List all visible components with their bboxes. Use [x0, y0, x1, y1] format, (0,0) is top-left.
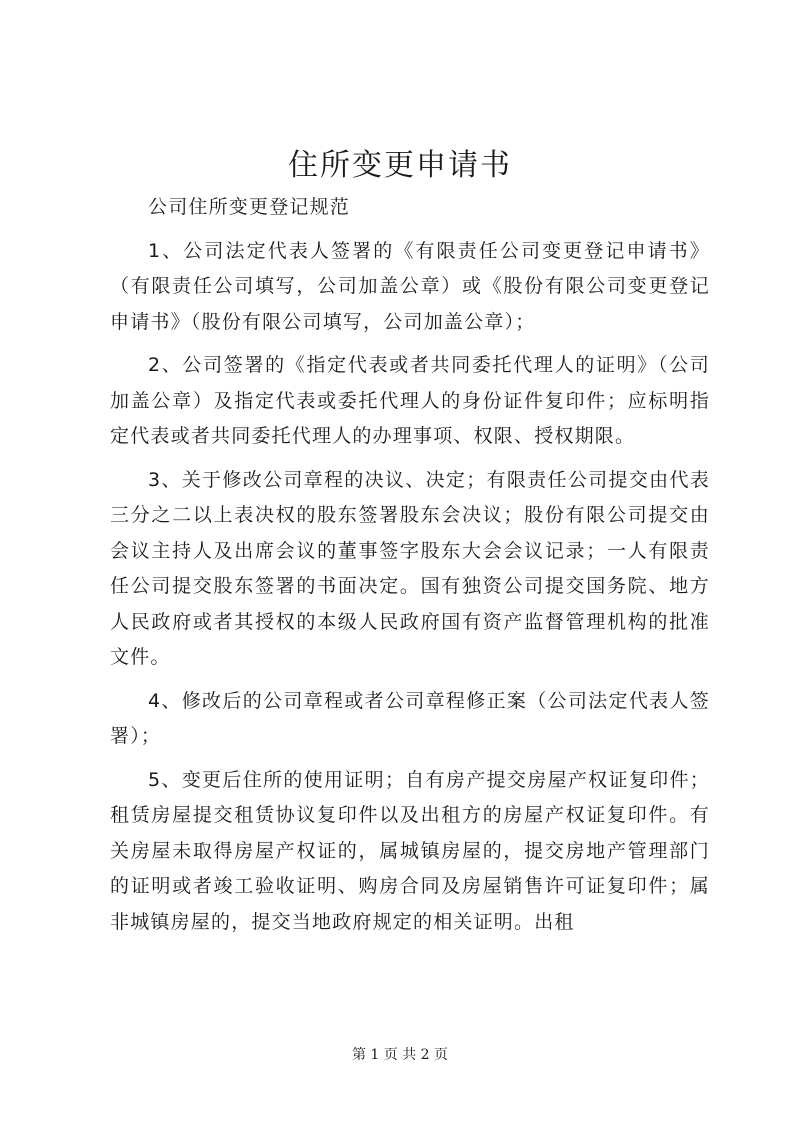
document-title: 住所变更申请书 — [288, 148, 512, 183]
section-heading: 公司住所变更登记规范 — [148, 196, 351, 218]
paragraph-item-1: 1、公司法定代表人签署的《有限责任公司变更登记申请书》（有限责任公司填写，公司加盖公章）或《股份有限公司变更登记申请书》（股份有限公司填写，公司加盖公章）； — [110, 239, 710, 333]
paragraph-item-3: 3、关于修改公司章程的决议、决定；有限责任公司提交由代表三分之二以上表决权的股东签署股东会决议；股份有限公司提交由会议主持人及出席会议的董事签字股东大会会议记录；一人有限责任公司提交股东签署的书面决定。国有独资公司提交国务院、地方人民政府或者其授权的本级人民政府国有资产监督管理机构的批准文件。 — [110, 468, 710, 668]
document-body — [110, 190, 710, 948]
paragraph-item-2: 2、公司签署的《指定代表或者共同委托代理人的证明》（公司加盖公章）及指定代表或委托代理人的身份证件复印件；应标明指定代表或者共同委托代理人的办理事项、权限、授权期限。 — [110, 354, 710, 447]
page-number-footer: 第 1 页 共 2 页 — [351, 1047, 449, 1063]
paragraph-item-4: 4、修改后的公司章程或者公司章程修正案（公司法定代表人签署）； — [110, 689, 710, 747]
paragraph-item-5: 5、变更后住所的使用证明；自有房产提交房屋产权证复印件；租赁房屋提交租赁协议复印件以及出租方的房屋产权证复印件。有关房屋未取得房屋产权证的，属城镇房屋的，提交房地产管理部门的证明或者竣工验收证明、购房合同及房屋销售许可证复印件；属非城镇房屋的，提交当地政府规定的相关证明。出租 — [110, 768, 710, 933]
